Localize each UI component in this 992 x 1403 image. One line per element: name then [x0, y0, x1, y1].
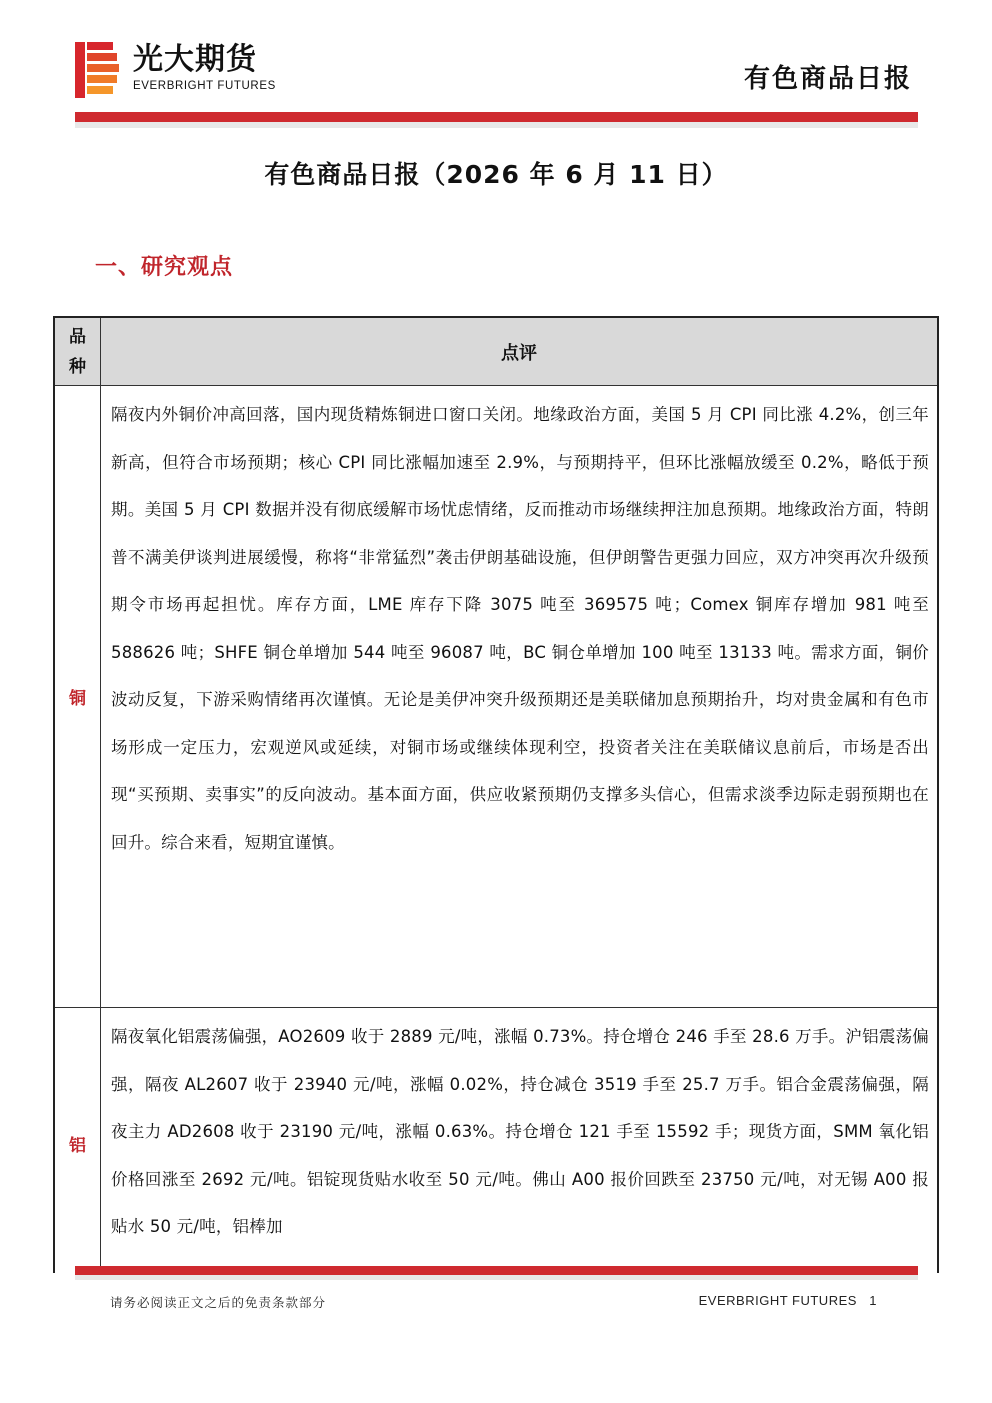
footer-disclaimer: 请务必阅读正文之后的免责条款部分 [110, 1295, 327, 1310]
header-category-char-2: 种 [69, 356, 86, 377]
company-logo [75, 40, 285, 100]
category-cell [55, 386, 101, 1007]
category-label: 铜 [69, 689, 86, 709]
section-heading: 一、研究观点 [95, 255, 234, 280]
report-type-label: 有色商品日报 [743, 64, 912, 94]
header-comment-cell: 点评 [501, 342, 537, 364]
comment-text: 隔夜内外铜价冲高回落，国内现货精炼铜进口窗口关闭。地缘政治方面，美国 5 月 CPI 同比涨 4.2%，创三年新高，但符合市场预期；核心 CPI 同比涨幅加速至 2.9%，与预期持平，但环比涨幅放缓至 0.2%，略低于预期。美国 5 月 CPI 数据并没有彻底缓解市场忧虑情绪，反而推动市场继续押注加息预期。地缘政治方面，特朗普不满美伊谈判进展缓慢，称将“非常猛烈”袭击伊朗基础设施，但伊朗警告更强力回应，双方冲突再次升级预期令市场再起担忧。库存方面，LME 库存下降 3075 吨至 369575 吨；Comex 铜库存增加 981 吨至 588626 吨；SHFE 铜仓单增加 544 吨至 96087 吨，BC 铜仓单增加 100 吨至 13133 吨。需求方面，铜价波动反复，下游采购情绪再次谨慎。无论是美伊冲突升级预期还是美联储加息预期抬升，均对贵金属和有色市场形成一定压力，宏观逆风或延续，对铜市场或继续体现利空，投资者关注在美联储议息前后，市场是否出现“买预期、卖事实”的反向波动。基本面方面，供应收紧预期仍支撑多头信心，但需求淡季边际走弱预期也在回升。综合来看，短期宜谨慎。 [111, 405, 929, 852]
table-row [55, 1008, 937, 1273]
category-cell [55, 1008, 101, 1273]
header-divider [75, 112, 918, 122]
comment-cell [101, 1008, 937, 1273]
table-row [55, 386, 937, 1008]
research-table [53, 316, 939, 1273]
header-divider-shadow [75, 122, 918, 128]
logo-text-en: EVERBRIGHT FUTURES [133, 80, 276, 92]
category-label: 铝 [69, 1135, 86, 1156]
page-number: 1 [869, 1293, 877, 1308]
footer-brand-page [699, 1293, 877, 1308]
document-title: 有色商品日报（2026 年 6 月 11 日） [264, 160, 728, 189]
header-category-cell [55, 318, 101, 385]
comment-cell [101, 386, 937, 1007]
header-category-char-1: 品 [69, 326, 86, 347]
logo-text-cn: 光大期货 [133, 42, 257, 77]
page-header [0, 0, 992, 135]
footer-brand: EVERBRIGHT FUTURES [698, 1293, 857, 1308]
footer-divider-shadow [75, 1275, 918, 1280]
everbright-logo-icon [75, 42, 119, 98]
comment-text: 隔夜氧化铝震荡偏强，AO2609 收于 2889 元/吨，涨幅 0.73%。持仓增仓 246 手至 28.6 万手。沪铝震荡偏强，隔夜 AL2607 收于 23940 元/吨，涨幅 0.02%，持仓减仓 3519 手至 25.7 万手。铝合金震荡偏强，隔夜主力 AD2608 收于 23190 元/吨，涨幅 0.63%。持仓增仓 121 手至 15592 手；现货方面，SMM 氧化铝价格回涨至 2692 元/吨。铝锭现货贴水收至 50 元/吨。佛山 A00 报价回跌至 23750 元/吨，对无锡 A00 报贴水 50 元/吨，铝棒加 [111, 1027, 929, 1236]
footer-divider [75, 1266, 918, 1275]
table-header-row [55, 318, 937, 386]
